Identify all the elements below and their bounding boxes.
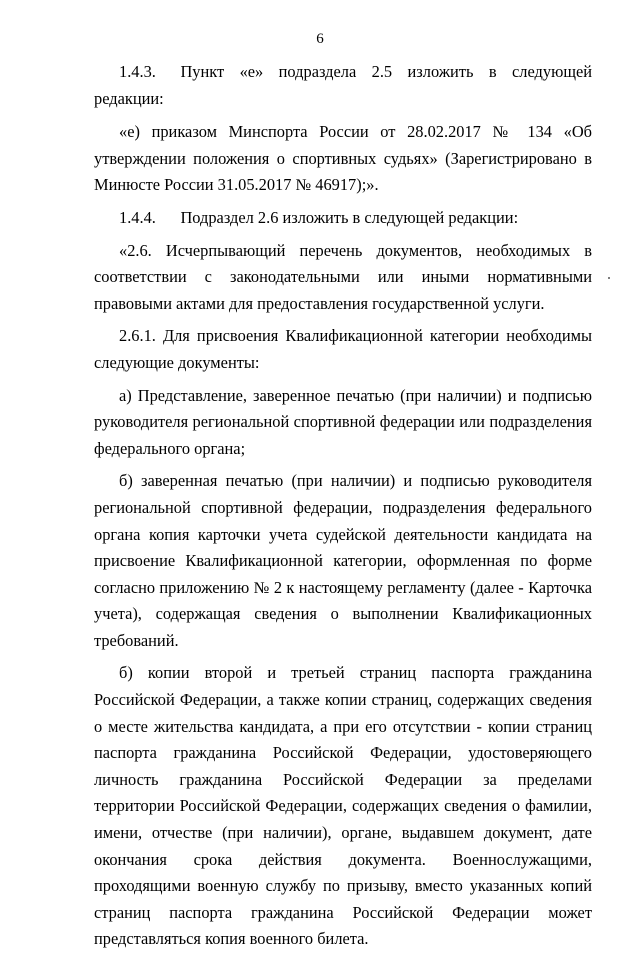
paragraph-item-b-card: б) заверенная печатью (при наличии) и подписью руководителя региональной спортивной федерации, подразделения федерального органа копия карточки учета судейской деятельности кандидата на присвоение Квалификационной категории, оформленная по форме согласно приложению № 2 к настоящему регламенту (далее - Карточка учета), содержащая сведения о выполнении Квалификационных требований. [94, 471, 592, 650]
document-body [94, 59, 592, 953]
paragraph-subitem-e: «е) приказом Минспорта России от 28.02.2017 № 134 «Об утверждении положения о спортивных судьях» (Зарегистрировано в Минюсте России 31.05.2017 № 46917);». [94, 122, 592, 195]
paragraph-item-b-passport: б) копии второй и третьей страниц паспорта гражданина Российской Федерации, а также копии страниц, содержащих сведения о месте жительства кандидата, а при его отсутствии - копии страниц паспорта гражданина Российской Федерации, удостоверяющего личность гражданина Российской Федерации за пределами территории Российской Федерации, содержащих сведения о фамилии, имени, отчестве (при наличии), органе, выдавшем документ, дате окончания срока действия документа. Военнослужащими, проходящими военную службу по призыву, вместо указанных копий страниц паспорта гражданина Российской Федерации может представляться копия военного билета. [94, 663, 592, 949]
paragraph-2-6: «2.6. Исчерпывающий перечень документов, необходимых в соответствии с законодательными или иными нормативными правовыми актами для предоставления государственной услуги. [94, 240, 592, 313]
paragraph-item-a: а) Представление, заверенное печатью (при наличии) и подписью руководителя региональной спортивной федерации или подразделения федерального органа; [94, 385, 592, 458]
paragraph-2-6-1: 2.6.1. Для присвоения Квалификационной категории необходимы следующие документы: [94, 326, 592, 372]
page-number: 6 [316, 31, 324, 47]
margin-mark [608, 277, 610, 279]
paragraph-1-4-3: 1.4.3. Пункт «е» подраздела 2.5 изложить в следующей редакции: [94, 62, 592, 108]
paragraph-1-4-4: 1.4.4. Подраздел 2.6 изложить в следующей редакции: [119, 207, 519, 227]
